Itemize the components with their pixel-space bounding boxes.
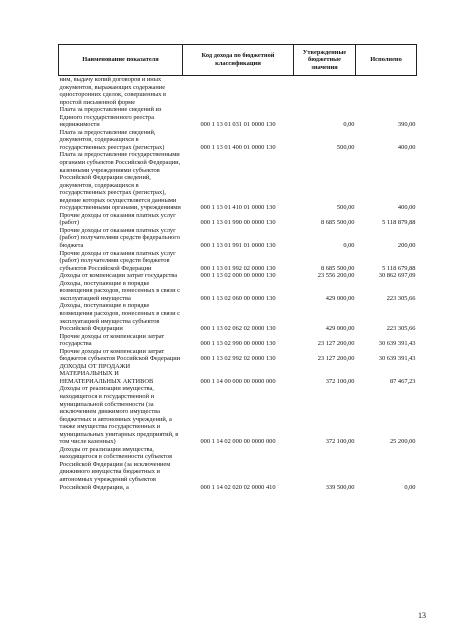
row-code: 000 1 14 00 000 00 0000 000 <box>200 377 276 385</box>
row-executed: 223 305,66 <box>386 325 416 333</box>
table-row <box>59 280 417 303</box>
row-approved: 372 100,00 <box>325 377 355 385</box>
row-code: 000 1 13 02 060 00 0000 130 <box>200 294 276 302</box>
header-executed: Исполнено <box>356 45 417 76</box>
row-executed: 223 305,66 <box>386 294 416 302</box>
row-code: 000 1 13 01 992 02 0000 130 <box>200 264 276 272</box>
row-executed: 0,00 <box>404 483 416 491</box>
table-row <box>59 272 417 280</box>
header-income-code: Код дохода по бюджетной классификации <box>183 45 294 76</box>
row-name: Доходы от компенсации затрат государства <box>59 272 178 280</box>
row-code: 000 1 13 01 031 01 0000 130 <box>200 121 276 129</box>
table-row <box>59 302 417 332</box>
row-code: 000 1 13 01 400 01 0000 130 <box>200 143 276 151</box>
row-approved: 0,00 <box>343 121 355 129</box>
row-name: Прочие доходы от компенсации затрат государства <box>59 332 165 348</box>
row-executed: 200,00 <box>397 242 416 250</box>
table-row <box>59 212 417 227</box>
row-executed: 5 118 679,88 <box>382 264 416 272</box>
row-name: ним, выдачу копий договоров и иных документов, выражающих содержание односторонних сделок, совершенных в простой письменной форме <box>59 76 167 106</box>
row-code: 000 1 13 02 062 02 0000 130 <box>200 325 276 333</box>
row-code: 000 1 13 01 410 01 0000 130 <box>200 204 276 212</box>
row-approved: 23 556 200,00 <box>317 272 355 280</box>
row-code: 000 1 13 02 990 00 0000 130 <box>200 340 276 348</box>
row-code <box>183 76 294 107</box>
row-name: Плата за предоставление государственными органами субъектов Российской Федерации, казенными учреждениями субъектов Российской Федерации сведений, документов, содержащихся в государственных реестрах (регистрах), ведение которых осуществляется данными государственными органами, учреждениями <box>59 151 181 212</box>
row-approved: 429 000,00 <box>325 325 355 333</box>
table-row <box>59 250 417 273</box>
table-row <box>59 348 417 363</box>
row-approved: 8 685 500,00 <box>320 264 355 272</box>
row-executed: 30 639 391,43 <box>378 340 416 348</box>
row-name: Доходы, поступающие в порядке возмещения расходов, понесенных в связи с эксплуатацией имущества субъектов Российской Федерации <box>59 302 180 333</box>
row-name: Плата за предоставление сведений, документов, содержащихся в государственных реестрах (регистрах) <box>59 128 165 151</box>
row-name: Плата за предоставление сведений из Единого государственного реестра недвижимости <box>59 106 162 129</box>
table-header-row <box>59 45 417 76</box>
row-executed: 390,00 <box>397 121 416 129</box>
row-approved: 0,00 <box>343 242 355 250</box>
row-code: 000 1 13 01 991 01 0000 130 <box>200 242 276 250</box>
row-approved: 23 127 200,00 <box>317 355 355 363</box>
page-number: 13 <box>418 611 426 620</box>
row-name: Доходы от реализации имущества, находящегося в государственной и муниципальной собственности (за исключением движимого имущества бюджетных и автономных учреждений, а также имущества государственных и муниципальных унитарных предприятий, в том числе казенных) <box>59 385 179 446</box>
row-name: Доходы от реализации имущества, находящегося в собственности субъектов Российской Федерации (за исключением движимого имущества бюджетных и автономных учреждений субъектов Российской Федерации, а <box>59 445 173 491</box>
row-approved <box>294 76 356 107</box>
table-row <box>59 446 417 491</box>
row-approved: 429 000,00 <box>325 294 355 302</box>
table-row <box>59 333 417 348</box>
row-code: 000 1 13 02 000 00 0000 130 <box>200 272 276 280</box>
table-row <box>59 385 417 445</box>
row-approved: 8 685 500,00 <box>320 219 355 227</box>
row-approved: 500,00 <box>336 143 355 151</box>
row-executed: 400,00 <box>397 143 416 151</box>
row-executed: 400,00 <box>397 204 416 212</box>
row-name: ДОХОДЫ ОТ ПРОДАЖИ МАТЕРИАЛЬНЫХ И НЕМАТЕРИАЛЬНЫХ АКТИВОВ <box>59 362 154 385</box>
row-executed: 87 467,23 <box>389 377 416 385</box>
row-code: 000 1 13 01 990 00 0000 130 <box>200 219 276 227</box>
row-approved: 339 500,00 <box>325 483 355 491</box>
row-executed: 5 118 879,88 <box>382 219 416 227</box>
row-name: Прочие доходы от компенсации затрат бюджетов субъектов Российской Федерации <box>59 347 181 363</box>
table-row <box>59 151 417 211</box>
row-executed: 30 862 697,09 <box>378 272 416 280</box>
header-approved: Утвержденные бюджетные значения <box>294 45 356 76</box>
table-row <box>59 363 417 386</box>
row-code: 000 1 14 02 000 00 0000 000 <box>200 438 276 446</box>
row-code: 000 1 13 02 992 02 0000 130 <box>200 355 276 363</box>
table-row <box>59 76 417 107</box>
row-approved: 372 100,00 <box>325 438 355 446</box>
row-code: 000 1 14 02 020 02 0000 410 <box>200 483 276 491</box>
row-name: Доходы, поступающие в порядке возмещения расходов, понесенных в связи с эксплуатацией имущества <box>59 279 180 302</box>
row-executed: 25 200,00 <box>389 438 416 446</box>
table-row <box>59 106 417 129</box>
table-row <box>59 227 417 250</box>
table-row <box>59 129 417 152</box>
row-name: Прочие доходы от оказания платных услуг (работ) <box>59 211 176 227</box>
header-indicator-name: Наименование показателя <box>59 45 183 76</box>
row-executed: 30 639 391,43 <box>378 355 416 363</box>
row-approved: 23 127 200,00 <box>317 340 355 348</box>
table-body <box>59 76 417 492</box>
row-executed <box>356 76 417 107</box>
row-name: Прочие доходы от оказания платных услуг (работ) получателями средств бюджетов субъектов Российской Федерации <box>59 249 176 272</box>
revenue-table <box>58 44 417 491</box>
row-approved: 500,00 <box>336 204 355 212</box>
row-name: Прочие доходы от оказания платных услуг (работ) получателями средств федерального бюджета <box>59 226 180 250</box>
